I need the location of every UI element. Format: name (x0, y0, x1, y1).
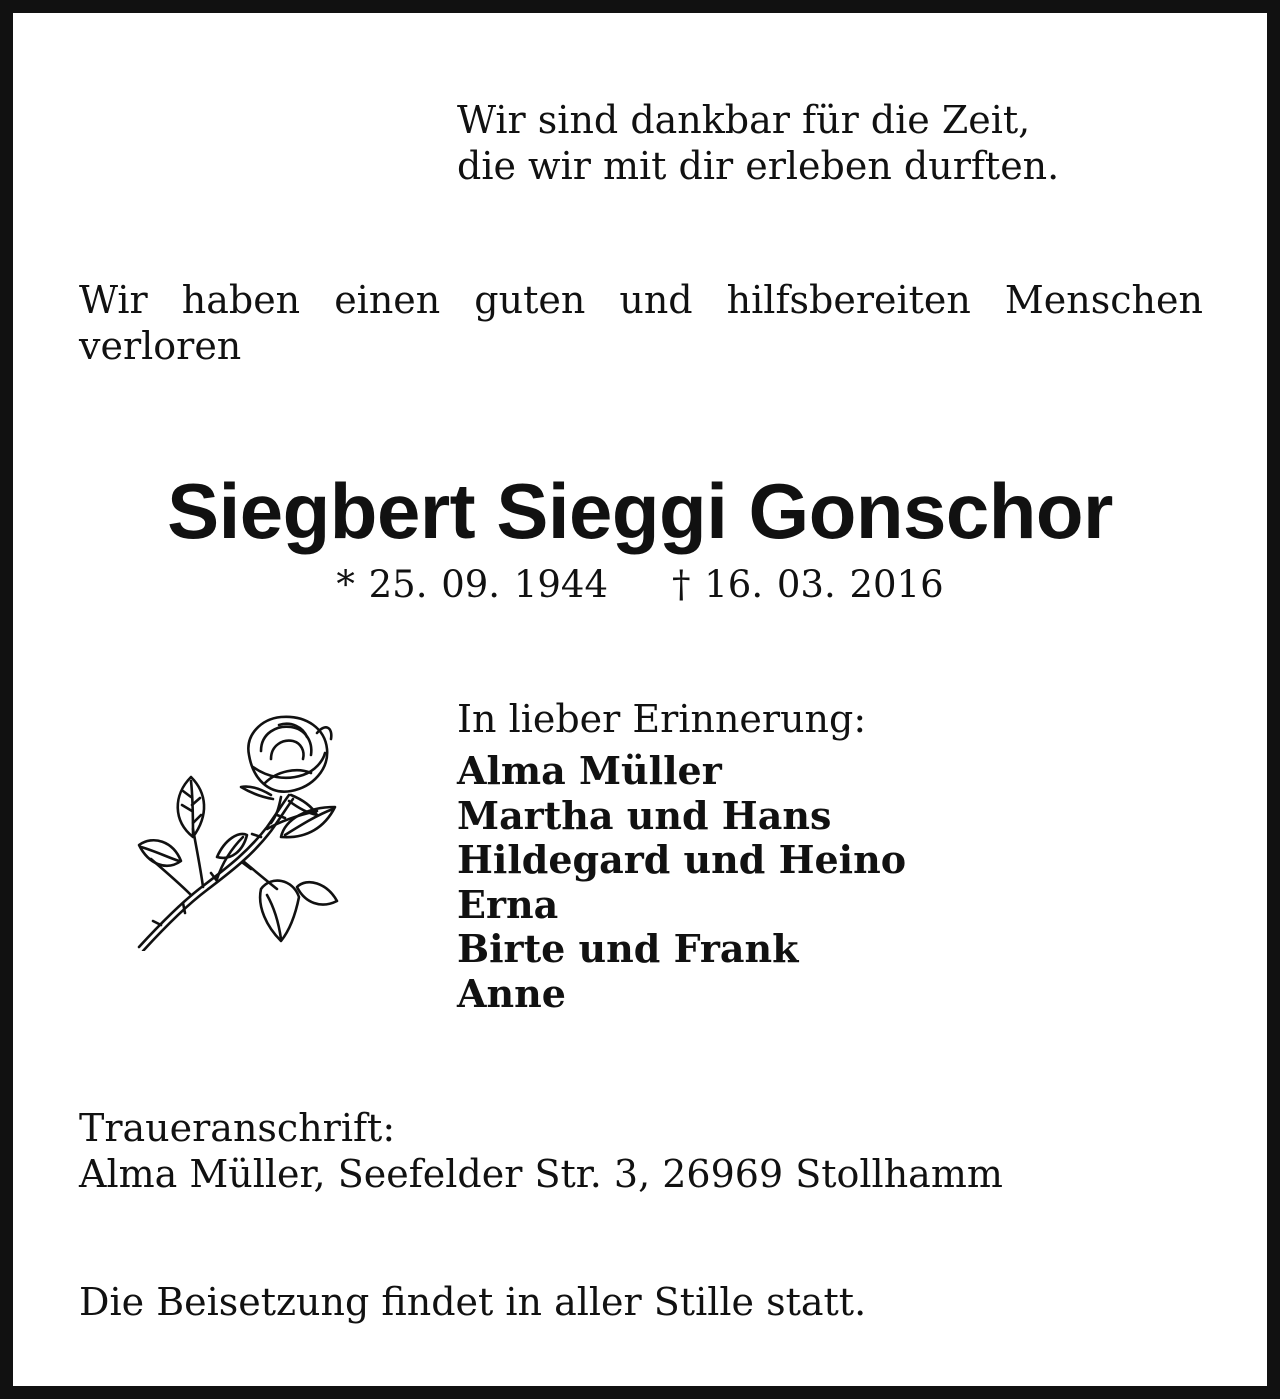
burial-notice: Die Beisetzung findet in aller Stille statt. (79, 1280, 867, 1324)
intro-text (79, 277, 1203, 369)
rose-icon (121, 711, 341, 951)
address-label: Traueranschrift: (79, 1106, 396, 1150)
deceased-name: Siegbert Sieggi Gonschor (167, 467, 1113, 555)
birth-date: * 25. 09. 1944 (336, 563, 608, 606)
mourner-item: Alma Müller (457, 748, 722, 793)
mourner-item: Erna (457, 881, 559, 927)
motto-line-1: Wir sind dankbar für die Zeit, (457, 98, 1031, 142)
motto-quote (457, 97, 1059, 189)
death-date: † 16. 03. 2016 (672, 563, 944, 606)
mourner-item: Hildegard und Heino (457, 837, 907, 882)
motto-line-2: die wir mit dir erleben durften. (457, 144, 1060, 188)
address-value: Alma Müller, Seefelder Str. 3, 26969 Stollhamm (79, 1152, 1003, 1196)
life-dates (13, 563, 1267, 607)
memory-label: In lieber Erinnerung: (457, 697, 867, 741)
mourning-address (79, 1105, 1003, 1197)
intro-line-2: verloren (79, 324, 242, 368)
mourner-item: Anne (457, 970, 566, 1016)
mourner-item: Martha und Hans (457, 792, 832, 838)
mourners-list (457, 749, 906, 1016)
mourner-item: Birte und Frank (457, 926, 799, 971)
intro-line-1: Wir haben einen guten und hilfsbereiten Menschen (79, 278, 1203, 322)
